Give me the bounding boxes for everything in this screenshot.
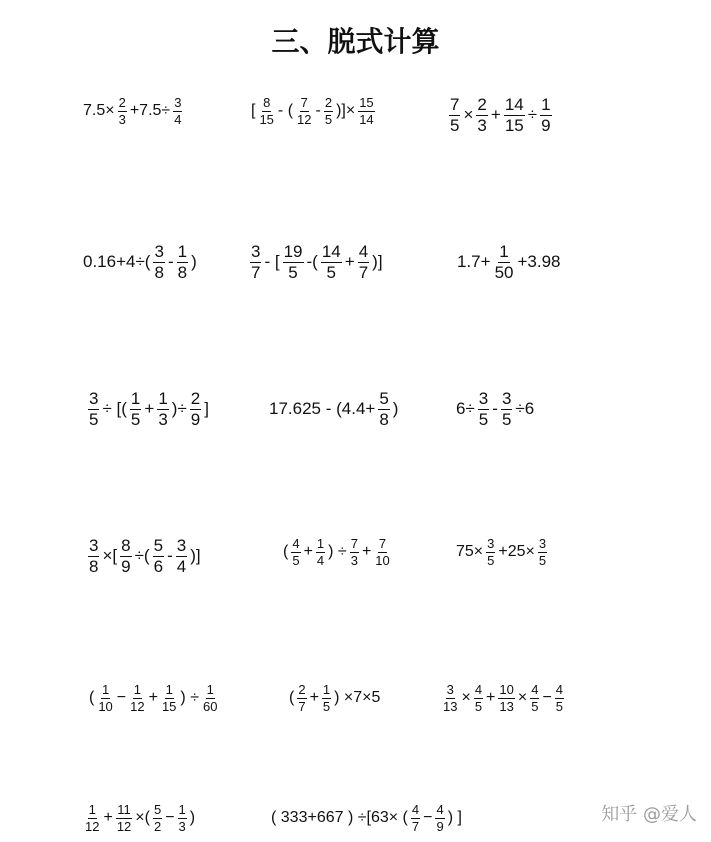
operator-text: - — [315, 102, 321, 120]
operator-text: + — [344, 252, 355, 272]
denominator: 5 — [487, 552, 495, 568]
denominator: 5 — [478, 409, 489, 429]
denominator: 3 — [118, 111, 126, 127]
operator-text: - — [492, 399, 498, 419]
fraction — [84, 803, 100, 833]
operator-text: +25× — [498, 543, 535, 561]
operator-text: ] — [204, 399, 209, 419]
denominator: 7 — [358, 262, 369, 282]
operator-text: 17.625 - (4.4+ — [269, 399, 376, 419]
operator-text: + — [361, 543, 372, 561]
operator-text: 1.7+ — [457, 252, 491, 272]
fraction — [97, 683, 113, 713]
denominator: 7 — [251, 262, 261, 282]
fraction — [442, 683, 458, 713]
operator-text: - — [167, 546, 173, 566]
denominator: 7 — [298, 698, 306, 714]
denominator: 10 — [375, 552, 390, 568]
math-problem — [288, 683, 381, 713]
fraction — [178, 803, 187, 833]
numerator: 1 — [206, 682, 214, 697]
numerator: 4 — [555, 682, 564, 697]
operator-text: ×[ — [102, 546, 118, 566]
numerator: 14 — [504, 95, 524, 114]
denominator: 5 — [538, 552, 547, 568]
math-problem — [82, 243, 198, 282]
fraction — [161, 683, 177, 713]
fraction — [324, 96, 333, 126]
fraction — [190, 390, 201, 429]
math-problem — [440, 683, 566, 713]
operator-text: )] — [190, 546, 201, 566]
math-problem — [455, 390, 535, 429]
denominator: 3 — [477, 115, 487, 135]
math-problem — [270, 803, 463, 833]
denominator: 5 — [450, 115, 460, 135]
fraction — [411, 803, 420, 833]
numerator: 3 — [174, 95, 182, 110]
operator-text: ) ] — [447, 809, 462, 827]
denominator: 4 — [176, 556, 187, 576]
math-problem — [82, 803, 196, 833]
numerator: 2 — [477, 95, 487, 114]
denominator: 5 — [324, 111, 333, 127]
fraction — [478, 390, 489, 429]
fraction — [129, 683, 145, 713]
numerator: 5 — [153, 536, 164, 555]
operator-text: − — [116, 689, 127, 707]
numerator: 1 — [322, 682, 331, 697]
denominator: 2 — [153, 818, 162, 834]
operator-text: ) ×7×5 — [334, 689, 381, 707]
denominator: 5 — [288, 262, 298, 282]
operator-text: ) ÷ — [328, 543, 347, 561]
denominator: 12 — [116, 818, 132, 834]
denominator: 6 — [153, 556, 164, 576]
numerator: 7 — [350, 536, 358, 551]
fraction — [173, 96, 182, 126]
operator-text: ÷( — [134, 546, 150, 566]
denominator: 5 — [292, 552, 300, 568]
numerator: 3 — [89, 536, 99, 555]
fraction — [297, 683, 306, 713]
numerator: 1 — [178, 802, 186, 817]
denominator: 7 — [411, 818, 420, 834]
numerator: 3 — [487, 536, 495, 551]
numerator: 1 — [88, 802, 96, 817]
fraction — [88, 537, 99, 576]
fraction — [538, 537, 547, 567]
fraction — [176, 537, 187, 576]
fraction — [540, 96, 551, 135]
numerator: 1 — [130, 389, 141, 408]
operator-text: ( — [283, 543, 289, 561]
numerator: 1 — [541, 95, 551, 114]
denominator: 3 — [158, 409, 168, 429]
fraction — [88, 390, 99, 429]
fraction — [283, 243, 304, 282]
fraction — [177, 243, 188, 282]
numerator: 8 — [263, 95, 271, 110]
fraction — [476, 96, 487, 135]
operator-text: + — [144, 399, 155, 419]
denominator: 9 — [541, 115, 551, 135]
operator-text: ÷ — [527, 105, 538, 125]
operator-text: 75× — [456, 543, 484, 561]
fraction — [316, 537, 325, 567]
operator-text: + — [490, 105, 501, 125]
denominator: 8 — [379, 409, 389, 429]
operator-text: )]× — [336, 102, 356, 120]
denominator: 5 — [322, 698, 331, 714]
denominator: 9 — [436, 818, 444, 834]
numerator: 5 — [153, 802, 162, 817]
fraction — [504, 96, 525, 135]
fraction — [322, 683, 331, 713]
denominator: 14 — [359, 111, 374, 127]
numerator: 2 — [324, 95, 333, 110]
operator-text: )÷ — [171, 399, 187, 419]
operator-text: + — [148, 689, 158, 707]
denominator: 4 — [174, 111, 182, 127]
fraction — [358, 243, 369, 282]
denominator: 50 — [494, 262, 514, 282]
numerator: 3 — [501, 389, 512, 408]
numerator: 3 — [538, 536, 547, 551]
denominator: 13 — [499, 698, 514, 714]
operator-text: +7.5÷ — [129, 102, 171, 120]
denominator: 12 — [130, 698, 145, 714]
denominator: 5 — [555, 698, 564, 714]
numerator: 4 — [411, 802, 420, 817]
numerator: 1 — [133, 682, 141, 697]
numerator: 1 — [499, 242, 509, 261]
operator-text: × — [517, 689, 528, 707]
operator-text: + — [103, 809, 113, 827]
math-problem — [250, 96, 377, 126]
fraction — [130, 390, 141, 429]
denominator: 3 — [178, 818, 186, 834]
denominator: 8 — [177, 262, 188, 282]
operator-text: − — [423, 809, 433, 827]
denominator: 5 — [501, 409, 512, 429]
operator-text: 6÷ — [456, 399, 475, 419]
denominator: 3 — [350, 552, 358, 568]
operator-text: − — [542, 689, 552, 707]
numerator: 8 — [121, 536, 131, 555]
fraction — [530, 683, 539, 713]
fraction — [153, 537, 164, 576]
denominator: 13 — [443, 698, 458, 714]
numerator: 5 — [379, 389, 389, 408]
fraction — [157, 390, 168, 429]
operator-text: ÷6 — [515, 399, 535, 419]
operator-text: ×( — [135, 809, 150, 827]
fraction — [258, 96, 274, 126]
fraction — [296, 96, 312, 126]
numerator: 14 — [321, 242, 341, 261]
numerator: 7 — [378, 536, 387, 551]
fraction — [291, 537, 300, 567]
denominator: 15 — [161, 698, 177, 714]
denominator: 8 — [89, 556, 99, 576]
numerator: 3 — [251, 242, 261, 261]
operator-text: - ( — [277, 102, 294, 120]
fraction — [449, 96, 460, 135]
denominator: 9 — [121, 556, 131, 576]
denominator: 5 — [531, 698, 539, 714]
math-problem — [455, 537, 549, 567]
operator-text: ( — [289, 689, 295, 707]
fraction — [435, 803, 444, 833]
denominator: 60 — [202, 698, 218, 714]
math-problem — [268, 390, 399, 429]
denominator: 5 — [474, 698, 483, 714]
fraction — [486, 537, 495, 567]
fraction — [358, 96, 374, 126]
watermark: 知乎 @爱人 — [601, 804, 697, 825]
numerator: 2 — [190, 389, 201, 408]
denominator: 10 — [98, 698, 113, 714]
fraction — [250, 243, 261, 282]
numerator: 2 — [298, 682, 306, 697]
math-problem — [456, 243, 562, 282]
numerator: 11 — [117, 802, 131, 817]
operator-text: + — [303, 543, 313, 561]
numerator: 7 — [450, 95, 460, 114]
operator-text: - — [167, 252, 174, 272]
numerator: 4 — [531, 682, 539, 697]
numerator: 19 — [283, 242, 303, 261]
numerator: 1 — [101, 682, 110, 697]
operator-text: ) — [392, 399, 399, 419]
fraction — [120, 537, 131, 576]
fraction — [153, 243, 164, 282]
numerator: 1 — [158, 389, 168, 408]
operator-text: × — [463, 105, 474, 125]
denominator: 5 — [89, 409, 99, 429]
operator-text: )] — [372, 252, 383, 272]
math-problem — [82, 96, 184, 126]
operator-text: + — [309, 689, 319, 707]
operator-text: - [ — [264, 252, 280, 272]
operator-text: +3.98 — [517, 252, 561, 272]
denominator: 9 — [190, 409, 201, 429]
operator-text: ) — [191, 252, 197, 272]
denominator: 12 — [85, 818, 100, 834]
operator-text: + — [486, 689, 496, 707]
numerator: 4 — [436, 802, 444, 817]
page-title: 三、脱式计算 — [271, 25, 440, 58]
numerator: 1 — [316, 536, 325, 551]
math-problem — [86, 390, 210, 429]
fraction — [498, 683, 514, 713]
operator-text: × — [461, 689, 471, 707]
numerator: 2 — [118, 95, 126, 110]
denominator: 15 — [259, 111, 274, 127]
fraction — [153, 803, 162, 833]
fraction — [501, 390, 512, 429]
denominator: 12 — [297, 111, 312, 127]
operator-text: ÷ [( — [102, 399, 127, 419]
numerator: 4 — [292, 536, 300, 551]
numerator: 4 — [358, 242, 369, 261]
numerator: 10 — [499, 682, 514, 697]
numerator: 4 — [474, 682, 483, 697]
operator-text: 0.16+4÷( — [83, 252, 151, 272]
operator-text: ( 333+667 ) ÷[63× ( — [271, 809, 408, 827]
numerator: 1 — [177, 242, 188, 261]
operator-text: [ — [251, 102, 256, 120]
fraction — [555, 683, 564, 713]
operator-text: ( — [89, 689, 95, 707]
fraction — [378, 390, 389, 429]
fraction — [494, 243, 515, 282]
numerator: 3 — [89, 389, 99, 408]
math-problem — [248, 243, 384, 282]
numerator: 3 — [176, 536, 187, 555]
fraction — [202, 683, 218, 713]
denominator: 4 — [316, 552, 325, 568]
denominator: 15 — [504, 115, 524, 135]
operator-text: 7.5× — [83, 102, 115, 120]
denominator: 8 — [154, 262, 164, 282]
operator-text: − — [165, 809, 175, 827]
numerator: 3 — [446, 682, 454, 697]
fraction — [374, 537, 390, 567]
denominator: 5 — [326, 262, 337, 282]
math-problem — [447, 96, 554, 135]
fraction — [321, 243, 342, 282]
numerator: 3 — [154, 242, 164, 261]
operator-text: ) ÷ — [180, 689, 199, 707]
denominator: 5 — [130, 409, 141, 429]
numerator: 7 — [300, 95, 308, 110]
numerator: 15 — [359, 95, 374, 110]
math-problem — [88, 683, 220, 713]
fraction — [474, 683, 483, 713]
operator-text: ) — [189, 809, 196, 827]
math-problem — [86, 537, 202, 576]
fraction — [116, 803, 132, 833]
numerator: 3 — [478, 389, 489, 408]
fraction — [118, 96, 127, 126]
math-problem — [282, 537, 393, 567]
fraction — [350, 537, 359, 567]
numerator: 1 — [165, 682, 173, 697]
operator-text: -( — [306, 252, 318, 272]
